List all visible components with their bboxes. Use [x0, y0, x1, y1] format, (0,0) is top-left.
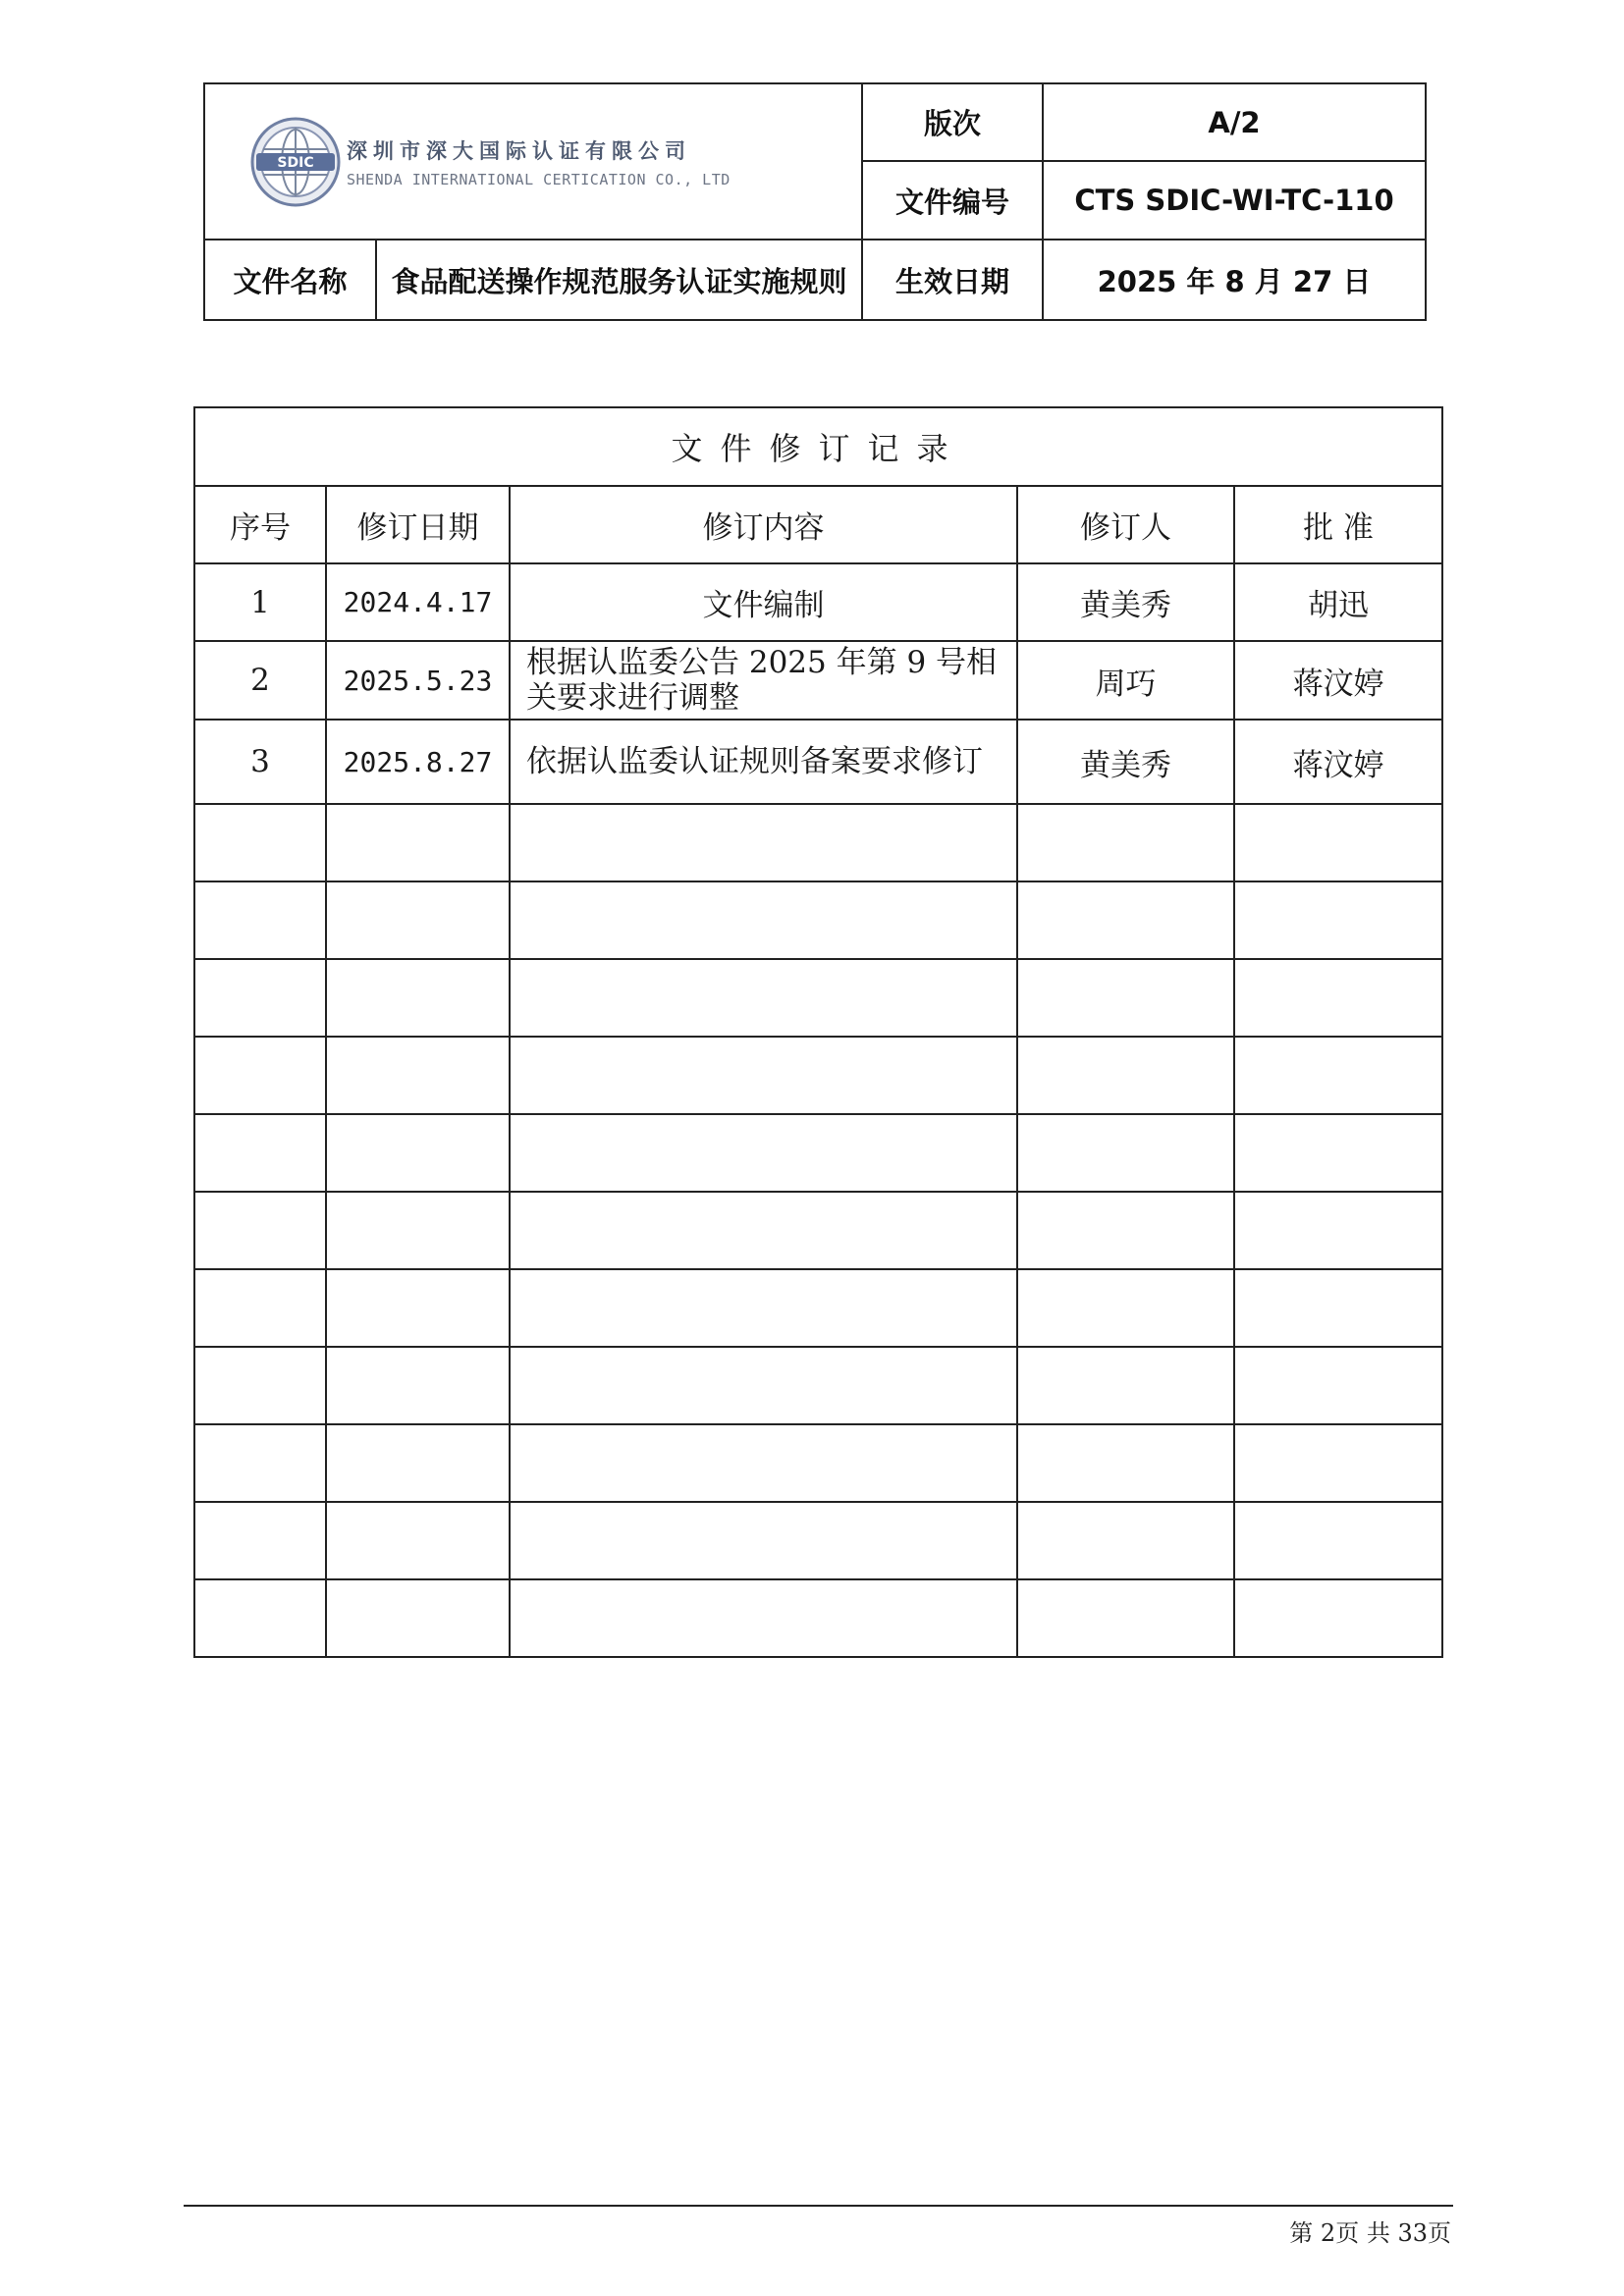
empty-cell — [510, 959, 1017, 1037]
empty-cell — [510, 1579, 1017, 1657]
empty-cell — [326, 1502, 510, 1579]
empty-cell — [510, 1037, 1017, 1114]
empty-cell — [1017, 804, 1234, 881]
empty-cell — [194, 1114, 326, 1192]
col-header-no: 序号 — [194, 486, 326, 563]
empty-table-row — [194, 1192, 1442, 1269]
empty-cell — [510, 1347, 1017, 1424]
empty-cell — [326, 881, 510, 959]
empty-cell — [1017, 1114, 1234, 1192]
row-content: 根据认监委公告 2025 年第 9 号相关要求进行调整 — [510, 641, 1017, 720]
empty-table-row — [194, 1114, 1442, 1192]
version-label: 版次 — [862, 83, 1043, 161]
empty-cell — [194, 1269, 326, 1347]
empty-cell — [1017, 1269, 1234, 1347]
empty-cell — [194, 1579, 326, 1657]
empty-cell — [326, 1579, 510, 1657]
empty-cell — [1234, 1502, 1442, 1579]
row-approver: 胡迅 — [1234, 563, 1442, 641]
row-approver: 蒋汶婷 — [1234, 720, 1442, 804]
company-name-cn: 深圳市深大国际认证有限公司 — [347, 138, 691, 163]
table-row — [194, 563, 1442, 641]
empty-cell — [1017, 881, 1234, 959]
empty-cell — [194, 1347, 326, 1424]
company-logo-cell — [204, 83, 862, 240]
row-date: 2025.5.23 — [326, 641, 510, 720]
table-row — [194, 720, 1442, 804]
empty-cell — [1234, 1579, 1442, 1657]
empty-cell — [1017, 1579, 1234, 1657]
empty-cell — [1017, 1037, 1234, 1114]
empty-cell — [510, 804, 1017, 881]
empty-cell — [326, 1037, 510, 1114]
empty-rows — [194, 804, 1442, 1657]
empty-cell — [1017, 1424, 1234, 1502]
empty-cell — [326, 1269, 510, 1347]
row-reviser: 周巧 — [1017, 641, 1234, 720]
empty-cell — [1234, 1269, 1442, 1347]
effective-date-label: 生效日期 — [862, 240, 1043, 320]
empty-cell — [1017, 1347, 1234, 1424]
revision-table-title: 文件修订记录 — [194, 407, 1442, 486]
empty-cell — [194, 1037, 326, 1114]
company-logo — [250, 117, 341, 207]
empty-cell — [1017, 1192, 1234, 1269]
empty-cell — [1234, 881, 1442, 959]
effective-date-value: 2025 年 8 月 27 日 — [1043, 240, 1426, 320]
row-reviser: 黄美秀 — [1017, 563, 1234, 641]
row-date: 2024.4.17 — [326, 563, 510, 641]
empty-table-row — [194, 959, 1442, 1037]
company-name-en: SHENDA INTERNATIONAL CERTICATION CO., LTD — [347, 170, 731, 188]
empty-cell — [510, 1269, 1017, 1347]
empty-cell — [1234, 1424, 1442, 1502]
empty-table-row — [194, 1347, 1442, 1424]
footer-rule — [184, 2205, 1453, 2207]
empty-cell — [1017, 1502, 1234, 1579]
doc-name-value: 食品配送操作规范服务认证实施规则 — [376, 240, 862, 320]
row-content: 依据认监委认证规则备案要求修订 — [510, 720, 1017, 804]
empty-cell — [510, 881, 1017, 959]
row-approver: 蒋汶婷 — [1234, 641, 1442, 720]
empty-cell — [1234, 1114, 1442, 1192]
doc-name-label: 文件名称 — [204, 240, 376, 320]
col-header-reviser: 修订人 — [1017, 486, 1234, 563]
empty-cell — [510, 1192, 1017, 1269]
empty-cell — [1017, 959, 1234, 1037]
empty-cell — [510, 1114, 1017, 1192]
empty-cell — [194, 1502, 326, 1579]
doc-number-value: CTS SDIC-WI-TC-110 — [1043, 161, 1426, 240]
empty-cell — [194, 804, 326, 881]
empty-cell — [194, 1192, 326, 1269]
col-header-approver: 批 准 — [1234, 486, 1442, 563]
empty-cell — [194, 959, 326, 1037]
col-header-date: 修订日期 — [326, 486, 510, 563]
logo-mark-text: SDIC — [277, 154, 314, 171]
empty-cell — [326, 804, 510, 881]
col-header-content: 修订内容 — [510, 486, 1017, 563]
empty-table-row — [194, 1579, 1442, 1657]
page-number: 第 2页 共 33页 — [1289, 2219, 1451, 2247]
empty-cell — [326, 1347, 510, 1424]
doc-number-label: 文件编号 — [862, 161, 1043, 240]
empty-cell — [326, 1114, 510, 1192]
row-reviser: 黄美秀 — [1017, 720, 1234, 804]
revision-record-table — [193, 406, 1443, 1658]
empty-cell — [326, 1424, 510, 1502]
row-content: 文件编制 — [510, 563, 1017, 641]
row-date: 2025.8.27 — [326, 720, 510, 804]
empty-table-row — [194, 1424, 1442, 1502]
empty-table-row — [194, 881, 1442, 959]
row-no: 3 — [194, 720, 326, 804]
empty-table-row — [194, 1502, 1442, 1579]
row-no: 2 — [194, 641, 326, 720]
empty-cell — [194, 881, 326, 959]
empty-table-row — [194, 1037, 1442, 1114]
empty-cell — [326, 1192, 510, 1269]
empty-table-row — [194, 804, 1442, 881]
row-no: 1 — [194, 563, 326, 641]
empty-cell — [1234, 1192, 1442, 1269]
empty-cell — [194, 1424, 326, 1502]
table-row — [194, 641, 1442, 720]
empty-cell — [1234, 804, 1442, 881]
empty-cell — [1234, 1347, 1442, 1424]
document-header-table — [203, 82, 1427, 321]
empty-cell — [1234, 959, 1442, 1037]
empty-cell — [510, 1502, 1017, 1579]
empty-cell — [1234, 1037, 1442, 1114]
empty-cell — [326, 959, 510, 1037]
version-value: A/2 — [1043, 83, 1426, 161]
empty-cell — [510, 1424, 1017, 1502]
empty-table-row — [194, 1269, 1442, 1347]
